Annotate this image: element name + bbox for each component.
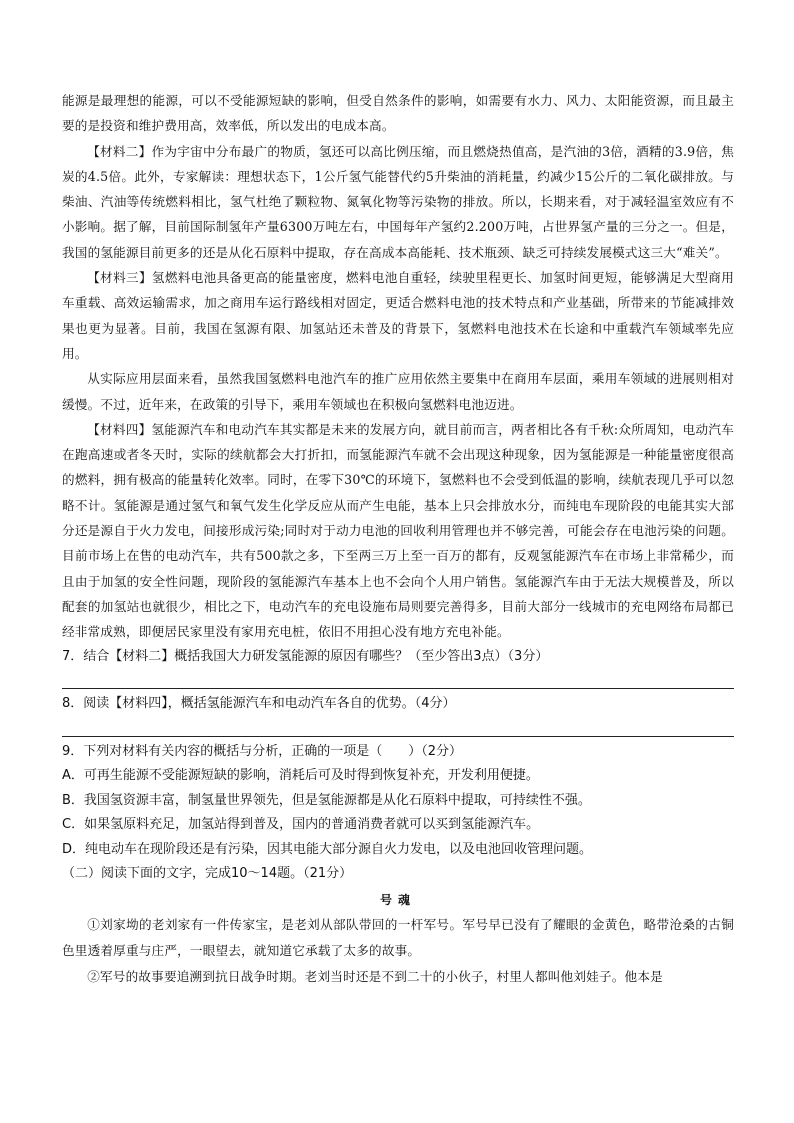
section-2-heading: （二）阅读下面的文字，完成10～14题。（21分）	[62, 866, 353, 882]
story-paragraph-2: ②军号的故事要追溯到抗日战争时期。老刘当时还是不到二十的小伙子，村里人都叫他刘娃子。他本是	[87, 968, 663, 984]
material-3: 【材料三】氢燃料电池具备更高的能量密度，燃料电池自重轻，续驶里程更长、加氢时间更短，能够满足大型商用车重载、高效运输需求，加之商用车运行路线相对固定，更适合燃料电池的技术特点和产业基础，所带来的节能减排效果也更为显著。目前，我国在氢源有限、加氢站还未普及的背景下，氢燃料电池技术在长途和中重载汽车领域率先应用。	[62, 270, 734, 361]
material-2: 【材料二】作为宇宙中分布最广的物质，氢还可以高比例压缩，而且燃烧热值高，是汽油的3倍，酒精的3.9倍，焦炭的4.5倍。此外，专家解读：理想状态下，1公斤氢气能替代约5升柴油的消耗量，约减少15公斤的二氧化碳排放。与柴油、汽油等传统燃料相比，氢气杜绝了颗粒物、氮氧化物等污染物的排放。所以，长期来看，对于减轻温室效应有不小影响。据了解，目前国际制氢年产量6300万吨左右，中国每年产氢约2.200万吨，占世界氢产量的三分之一。但是，我国的氢能源目前更多的还是从化石原料中提取，存在高成本高能耗、技术瓶颈、缺乏可持续发展模式这三大“难关”。	[62, 143, 734, 260]
story-title: 号魂	[379, 892, 416, 907]
option-d: D．纯电动车在现阶段还是有污染，因其电能大部分源自火力发电，以及电池回收管理问题。	[62, 841, 593, 857]
option-b: B．我国氢资源丰富，制氢量世界领先，但是氢能源都是从化石原料中提取，可持续性不强。	[62, 792, 591, 808]
page-content	[62, 88, 734, 990]
question-8: 8．阅读【材料四】，概括氢能源汽车和电动汽车各自的优势。（4分）	[62, 696, 456, 712]
question-9: 9．下列对材料有关内容的概括与分析，正确的一项是（ ）（2分）	[62, 743, 463, 759]
application-paragraph: 从实际应用层面来看，虽然我国氢燃料电池汽车的推广应用依然主要集中在商用车层面，乘用车领域的进展则相对缓慢。不过，近年来，在政策的引导下，乘用车领域也在积极向氢燃料电池迈进。	[62, 371, 734, 412]
story-paragraph-1: ①刘家坳的老刘家有一件传家宝，是老刘从部队带回的一杆军号。军号早已没有了耀眼的金黄色，略带沧桑的古铜色里透着厚重与庄严，一眼望去，就知道它承载了太多的故事。	[62, 916, 734, 958]
answer-line-q7	[62, 669, 734, 689]
story	[62, 889, 734, 990]
answer-line-q8	[62, 717, 734, 737]
question-7: 7．结合【材料二】概括我国大力研发氢能源的原因有哪些？（至少答出3点）（3分）	[62, 648, 549, 664]
material-4: 【材料四】氢能源汽车和电动汽车其实都是未来的发展方向，就目前而言，两者相比各有千秋:众所周知，电动汽车在跑高速或者冬天时，实际的续航都会大打折扣，而氢能源汽车就不会出现这种现象，因为氢能源是一种能量密度很高的燃料，拥有极高的能量转化效率。同时，在零下30℃的环境下，氢燃料也不会受到低温的影响，续航表现几乎可以忽略不计。氢能源是通过氢气和氧气发生化学反应从而产生电能，基本上只会排放水分，而纯电车现阶段的电能其实大部分还是源自于火力发电，间接形成污染;同时对于动力电池的回收利用管理也并不够完善，可能会存在电池污染的问题。目前市场上在售的电动汽车，共有500款之多，下至两三万上至一百万的都有，反观氢能源汽车在市场上非常稀少，而且由于加氢的安全性问题，现阶段的氢能源汽车基本上也不会向个人用户销售。氢能源汽车由于无法大规模普及，所以配套的加氢站也就很少，相比之下，电动汽车的充电设施布局则要完善得多，目前大部分一线城市的充电网络布局都已经非常成熟，即便居民家里没有家用充电桩，依旧不用担心没有地方充电补能。	[62, 421, 734, 640]
option-c: C．如果氢原料充足，加氢站得到普及，国内的普通消费者就可以买到氢能源汽车。	[62, 817, 540, 833]
option-a: A．可再生能源不受能源短缺的影响，消耗后可及时得到恢复补充，开发利用便捷。	[62, 768, 539, 784]
intro-paragraph-1: 能源是最理想的能源，可以不受能源短缺的影响，但受自然条件的影响，如需要有水力、风力、太阳能资源，而且最主要的是投资和维护费用高，效率低，所以发出的电成本高。	[62, 93, 734, 134]
